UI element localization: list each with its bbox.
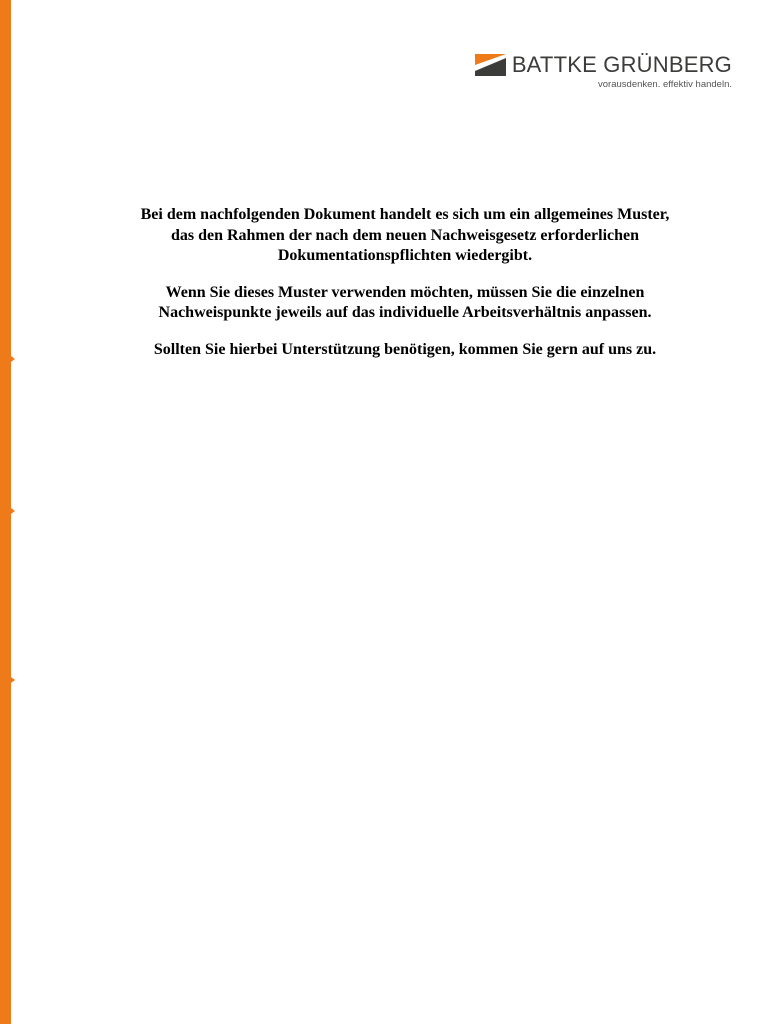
notice-line: Bei dem nachfolgenden Dokument handelt es sich um ein allgemeines Muster,	[140, 206, 670, 223]
notice-paragraph-3	[40, 340, 770, 361]
side-marker-icon	[11, 508, 15, 514]
side-marker-icon	[11, 677, 15, 683]
notice-line: Wenn Sie dieses Muster verwenden möchten, müssen Sie die einzelnen	[165, 283, 645, 301]
notice-line: Sollten Sie hierbei Unterstützung benötigen, kommen Sie gern auf uns zu.	[153, 340, 657, 358]
notice-line: Dokumentationspflichten wiedergibt.	[277, 247, 533, 264]
logo-tagline: vorausdenken. effektiv handeln.	[598, 79, 732, 90]
notice-line: das den Rahmen der nach dem neuen Nachweisgesetz erforderlichen	[170, 226, 640, 244]
notice-line: Nachweispunkte jeweils auf das individuelle Arbeitsverhältnis anpassen.	[158, 304, 652, 321]
orange-side-bar	[0, 0, 11, 1024]
side-marker-icon	[11, 356, 15, 362]
notice-paragraph-1	[40, 205, 770, 267]
logo-company-name: BATTKE GRÜNBERG	[511, 52, 732, 77]
company-logo	[475, 52, 732, 91]
notice-paragraph-2	[40, 283, 770, 324]
logo-mark-icon	[475, 54, 506, 76]
notice-text	[40, 205, 770, 376]
